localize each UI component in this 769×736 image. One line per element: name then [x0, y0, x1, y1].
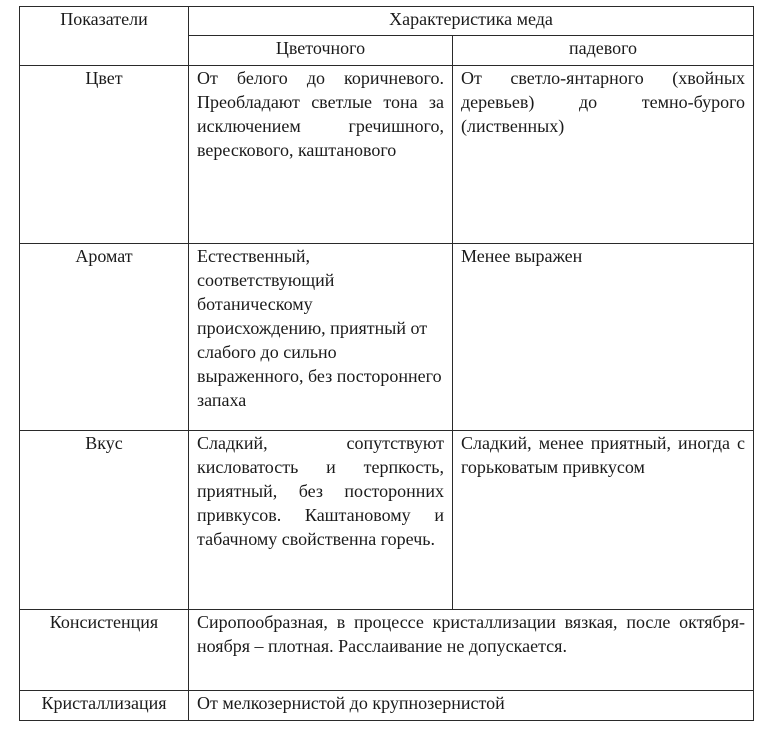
- table-row: [20, 244, 754, 431]
- indicator-cell: Аромат: [20, 244, 189, 431]
- honeydew-cell: Сладкий, менее приятный, иногда с горьковатым привкусом: [453, 431, 754, 610]
- indicator-cell: Кристаллизация: [20, 691, 189, 721]
- floral-cell: Сладкий, сопутствуют кисловатость и терпкость, приятный, без посторонних привкусов. Каштановому и табачному свойственна горечь.: [189, 431, 453, 610]
- indicator-cell: Цвет: [20, 66, 189, 244]
- indicator-cell: Вкус: [20, 431, 189, 610]
- honey-characteristics-table: [19, 6, 754, 721]
- table-row: [20, 691, 754, 721]
- characteristic-header: Характеристика меда: [189, 7, 754, 36]
- indicators-header: Показатели: [20, 7, 189, 66]
- honeydew-cell: От светло-янтарного (хвойных деревьев) до темно-бурого (лиственных): [453, 66, 754, 244]
- table-row: [20, 610, 754, 691]
- floral-cell: Естественный, соответствующий ботаническому происхождению, приятный от слабого до сильно выраженного, без постороннего запаха: [189, 244, 453, 431]
- honeydew-cell: Менее выражен: [453, 244, 754, 431]
- table-row: [20, 431, 754, 610]
- honeydew-header: падевого: [453, 36, 754, 66]
- combined-cell: Сиропообразная, в процессе кристаллизации вязкая, после октября-ноября – плотная. Расслаивание не допускается.: [189, 610, 754, 691]
- combined-cell: От мелкозернистой до крупнозернистой: [189, 691, 754, 721]
- floral-header: Цветочного: [189, 36, 453, 66]
- header-row-top: [20, 7, 754, 36]
- indicator-cell: Консистенция: [20, 610, 189, 691]
- table-row: [20, 66, 754, 244]
- floral-cell: От белого до коричневого. Преобладают светлые тона за исключением гречишного, верескового, каштанового: [189, 66, 453, 244]
